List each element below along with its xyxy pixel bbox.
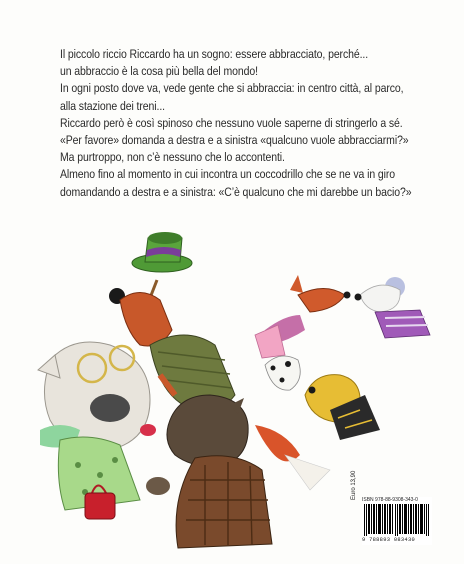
isbn-number: ISBN 978-88-9308-343-0: [362, 497, 418, 503]
blurb-line: «Per favore» domanda a destra e a sinistra «qualcuno vuole abbracciarmi?»: [60, 133, 409, 148]
price-label: Euro 13,90: [351, 470, 357, 500]
blurb-line: Almeno fino al momento in cui incontra un coccodrillo che se ne va in giro: [60, 167, 396, 182]
isbn-barcode: [362, 497, 432, 545]
fox-tail: [255, 425, 300, 461]
barcode-digits: 9 788893 083430: [362, 537, 416, 543]
hedgehog-character: [146, 395, 272, 548]
top-hat-icon: [132, 232, 192, 272]
blurb-line: Riccardo però è così spinoso che nessuno vuole saperne di stringerlo a sé.: [60, 115, 403, 130]
blurb-line: domandando a destra e a sinistra: «C’è qualcuno che mi darebbe un bacio?»: [60, 184, 412, 199]
blurb-line: In ogni posto dove va, vede gente che si abbraccia: in centro città, al parco,: [60, 81, 404, 96]
blurb-line: Ma purtroppo, non c’è nessuno che lo accontenti.: [60, 150, 285, 165]
blurb-text: [60, 46, 412, 201]
blurb-line: un abbraccio è la cosa più bella del mondo!: [60, 64, 258, 79]
fox-glove-character: [255, 275, 351, 358]
blurb-line: alla stazione dei treni...: [60, 98, 165, 113]
dalmatian-character: [265, 356, 300, 390]
poodle-character: [355, 277, 431, 338]
yellow-dog-character: [305, 375, 380, 440]
blurb-line: Il piccolo riccio Riccardo ha un sogno: essere abbracciato, perché...: [60, 47, 369, 61]
barcode-icon: [364, 504, 430, 536]
